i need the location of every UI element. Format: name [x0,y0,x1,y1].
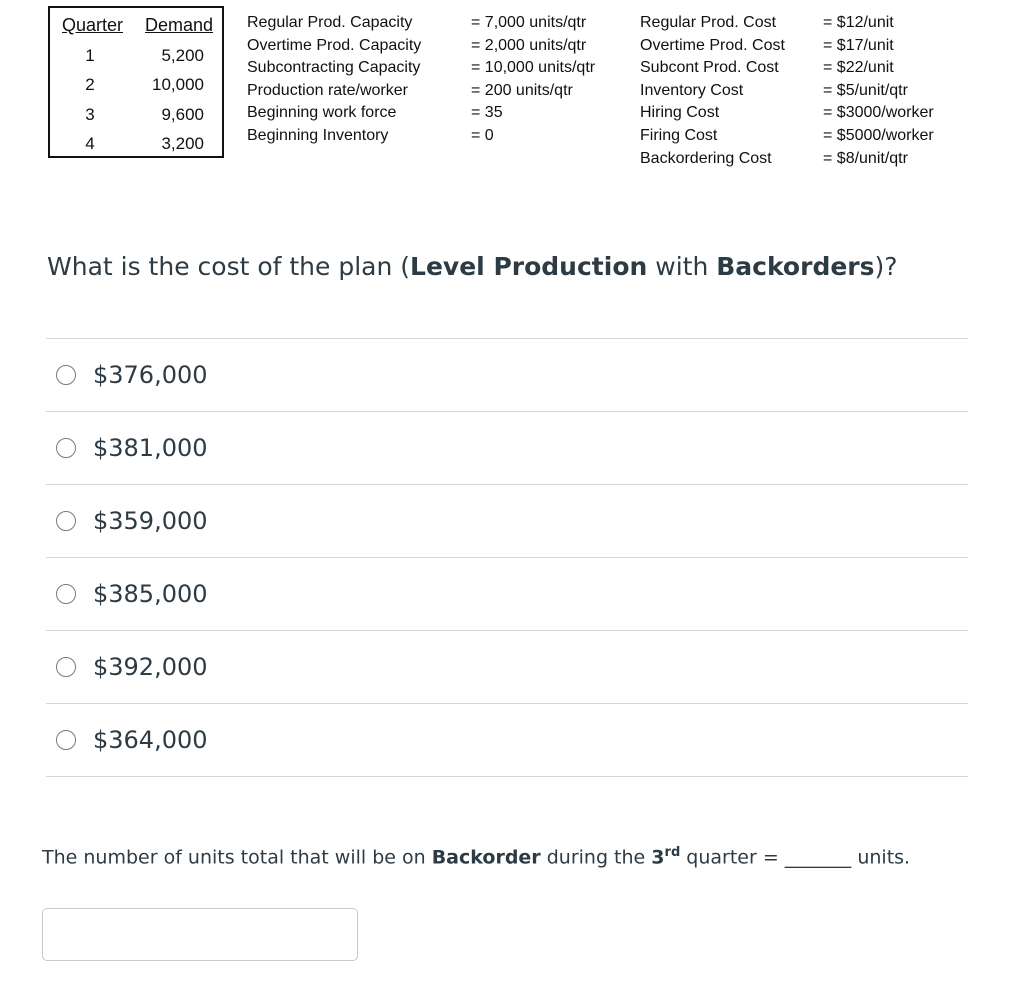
cost-value: = $17/unit [823,36,894,54]
param-value: = 0 [471,126,494,144]
quarter-cell: 2 [85,75,95,94]
cost-label: Hiring Cost [640,104,720,122]
cost-value: = $12/unit [823,14,894,31]
demand-cell: 10,000 [152,75,204,94]
quarter-cell: 4 [85,134,95,153]
cost-value: = $22/unit [823,59,894,77]
param-label: Overtime Prod. Capacity [247,36,422,54]
demand-cell: 3,200 [161,134,204,153]
param-label: Subcontracting Capacity [247,59,421,77]
cost-value: = $8/unit/qtr [823,149,908,167]
capacity-labels [247,12,421,148]
answer-option[interactable] [46,704,968,777]
param-label: Beginning work force [247,104,397,122]
fill-ordinal-suffix: rd [664,845,681,860]
answer-option[interactable] [46,558,968,631]
demand-cell: 5,200 [161,46,204,65]
option-label[interactable]: $392,000 [93,653,208,681]
table-header-demand: Demand [145,15,214,35]
radio-button[interactable] [56,511,76,531]
param-label: Production rate/worker [247,81,408,99]
radio-button[interactable] [56,365,76,385]
cost-value: = $5/unit/qtr [823,81,908,99]
param-value: = 2,000 units/qtr [471,36,587,54]
answer-option[interactable] [46,631,968,704]
param-value: = 200 units/qtr [471,81,573,99]
radio-button[interactable] [56,438,76,458]
answer-option[interactable] [46,485,968,558]
capacity-values [471,12,595,148]
question-middle: with [647,252,717,281]
param-value: = 7,000 units/qtr [471,14,587,31]
answer-option[interactable] [46,412,968,485]
table-header-quarter: Quarter [62,15,124,35]
cost-label: Subcont Prod. Cost [640,59,779,77]
option-label[interactable]: $376,000 [93,361,208,389]
demand-table [48,6,224,158]
option-label[interactable]: $385,000 [93,580,208,608]
answer-option[interactable] [46,339,968,412]
radio-button[interactable] [56,730,76,750]
answer-options [46,338,968,777]
param-value: = 10,000 units/qtr [471,59,596,77]
cost-label: Overtime Prod. Cost [640,36,785,54]
fill-bold-backorder: Backorder [431,846,541,869]
fill-suffix: quarter = _______ units. [680,846,911,869]
cost-value: = $5000/worker [823,126,934,144]
cost-value: = $3000/worker [823,104,934,122]
question-text [47,252,898,281]
fill-middle: during the [540,846,652,869]
problem-data-image [48,6,968,176]
question-suffix: )? [874,252,898,281]
option-label[interactable]: $364,000 [93,726,208,754]
question-prefix: What is the cost of the plan ( [47,252,411,281]
param-label: Regular Prod. Capacity [247,14,413,31]
fill-in-question-text [42,845,910,868]
param-label: Beginning Inventory [247,126,389,144]
cost-label: Firing Cost [640,126,718,144]
demand-cell: 9,600 [161,105,204,124]
cost-label: Regular Prod. Cost [640,14,777,31]
param-value: = 35 [471,104,503,122]
cost-label: Backordering Cost [640,149,772,167]
quarter-cell: 3 [85,105,95,124]
fill-prefix: The number of units total that will be on [42,846,432,869]
question-bold-backorders: Backorders [716,252,875,281]
answer-input[interactable] [42,908,358,961]
option-label[interactable]: $359,000 [93,507,208,535]
cost-labels [640,12,785,170]
cost-label: Inventory Cost [640,81,744,99]
quarter-cell: 1 [85,46,95,65]
radio-button[interactable] [56,657,76,677]
cost-values [823,12,934,170]
fill-ordinal: 3 [651,846,665,869]
question-bold-level-production: Level Production [410,252,648,281]
option-label[interactable]: $381,000 [93,434,208,462]
radio-button[interactable] [56,584,76,604]
